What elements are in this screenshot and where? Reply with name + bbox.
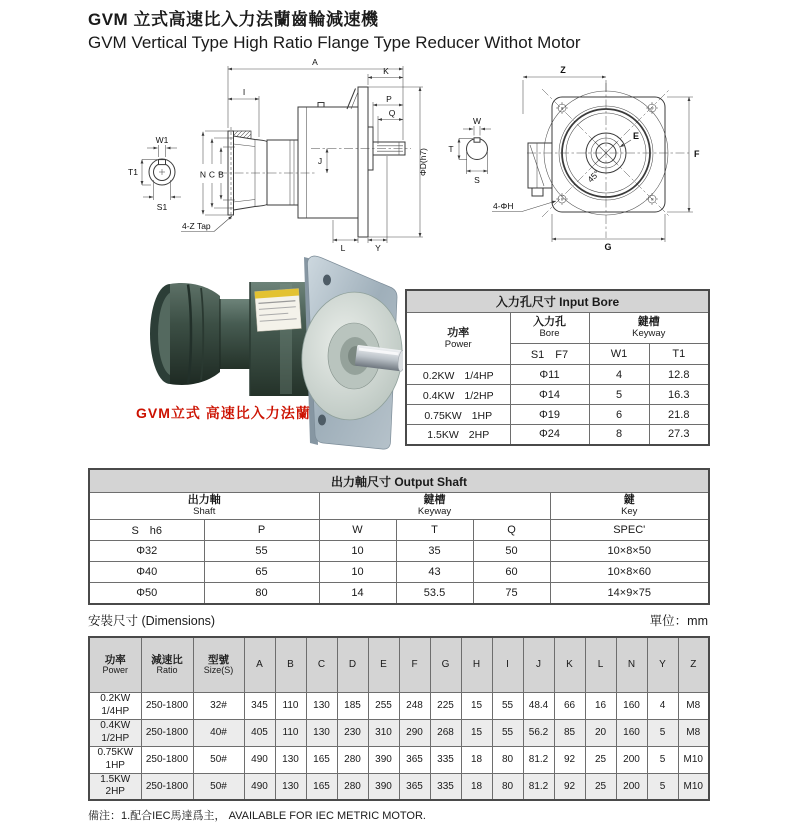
power-cell: 0.75KW 1HP [406,405,510,425]
col-header-bore-sub: S1 F7 [510,344,589,365]
power-cell: 1.5KW 2HP [89,773,141,800]
dim-col-header: Y [647,637,678,692]
dim-label-l: L [340,243,346,253]
dim-cell: M8 [678,719,709,746]
table-row [406,385,709,405]
dim-label-i: I [242,87,246,97]
shaft-cell: Φ32 [89,541,204,562]
col-header-spec: SPEC' [550,520,709,541]
bore-cell: Φ19 [510,405,589,425]
col-header-power: 功率 Power [406,313,510,365]
dim-label-a: A [312,57,318,67]
bore-cell: Φ14 [510,385,589,405]
col-header-w1: W1 [589,344,649,365]
dim-cell: 81.2 [523,773,554,800]
dim-cell: 5 [647,773,678,800]
keyway-notch [159,160,166,165]
col-header-ratio: 減速比 Ratio [141,637,193,692]
dim-label-t: T [448,144,454,154]
dim-label-s1: S1 [156,202,168,212]
dim-label-w: W [472,116,482,126]
dim-cell: 20 [585,719,616,746]
table-row [89,746,709,773]
bore-cell: Φ11 [510,365,589,385]
front-view-drawing [448,65,700,252]
t-cell: 53.5 [396,583,473,604]
table-row [406,405,709,425]
dim-cell: 55 [492,719,523,746]
table-row [89,692,709,719]
p-cell: 55 [204,541,319,562]
dim-label-n: N [199,169,207,180]
dimensions-table [88,636,710,801]
size-cell: 32# [193,692,244,719]
w1-cell: 8 [589,425,649,445]
dim-label-e: E [633,131,640,141]
spec-cell: 10×8×60 [550,562,709,583]
dim-cell: 345 [244,692,275,719]
t1-cell: 12.8 [649,365,709,385]
w-cell: 10 [319,562,396,583]
dim-cell: 80 [492,773,523,800]
t-cell: 35 [396,541,473,562]
nameplate [255,289,302,332]
dim-col-header: I [492,637,523,692]
dim-cell: 200 [616,746,647,773]
header-row [89,637,709,692]
power-cell: 0.4KW 1/2HP [89,719,141,746]
dim-cell: 4 [647,692,678,719]
table-row [89,562,709,583]
col-header-w: W [319,520,396,541]
table-row [406,425,709,445]
unit-label: 單位：mm [649,614,708,628]
col-header-shaft: 出力軸 Shaft [89,493,319,520]
w1-cell: 6 [589,405,649,425]
dim-cell: 280 [337,746,368,773]
dim-cell: 16 [585,692,616,719]
dim-label-p: P [386,94,392,104]
power-cell: 0.4KW 1/2HP [406,385,510,405]
ratio-cell: 250-1800 [141,746,193,773]
dim-cell: 290 [399,719,430,746]
dim-col-header: Z [678,637,709,692]
dim-col-header: K [554,637,585,692]
w1-cell: 4 [589,365,649,385]
dim-label-angle: 45° [585,168,602,185]
dim-cell: 405 [244,719,275,746]
dim-col-header: F [399,637,430,692]
dimensions-caption-row [88,611,708,629]
dim-cell: 130 [275,773,306,800]
spec-cell: 14×9×75 [550,583,709,604]
dim-cell: 25 [585,773,616,800]
dim-cell: 390 [368,746,399,773]
dim-col-header: G [430,637,461,692]
power-cell: 0.2KW 1/4HP [406,365,510,385]
dim-cell: 165 [306,746,337,773]
t-cell: 43 [396,562,473,583]
t1-cell: 27.3 [649,425,709,445]
dim-label-b: B [218,169,224,180]
dim-col-header: J [523,637,554,692]
table-row [406,365,709,385]
dim-label-tap: 4-Z Tap [182,221,211,231]
col-header-size: 型號 Size(S) [193,637,244,692]
dim-cell: 185 [337,692,368,719]
q-cell: 75 [473,583,550,604]
dim-cell: 365 [399,746,430,773]
dim-cell: 110 [275,719,306,746]
dim-cell: 268 [430,719,461,746]
power-cell: 0.2KW 1/4HP [89,692,141,719]
dim-cell: 130 [275,746,306,773]
dim-cell: 92 [554,773,585,800]
dim-cell: 230 [337,719,368,746]
dim-cell: 18 [461,746,492,773]
dim-col-header: N [616,637,647,692]
page-title-zh: GVM 立式高速比入力法蘭齒輪減速機 [88,10,379,29]
dim-cell: 255 [368,692,399,719]
dim-cell: 81.2 [523,746,554,773]
dim-label-w1: W1 [155,135,169,145]
dim-cell: 165 [306,773,337,800]
table-row [89,541,709,562]
side-view-drawing [128,57,428,253]
dim-label-c: C [208,169,216,180]
ratio-cell: 250-1800 [141,692,193,719]
shaft-cell: Φ40 [89,562,204,583]
dimensions-heading: 安裝尺寸 (Dimensions) [88,614,216,628]
t1-cell: 16.3 [649,385,709,405]
dim-cell: 5 [647,746,678,773]
dim-cell: 130 [306,692,337,719]
t1-cell: 21.8 [649,405,709,425]
dim-cell: M8 [678,692,709,719]
dim-cell: 48.4 [523,692,554,719]
dim-cell: 85 [554,719,585,746]
size-cell: 40# [193,719,244,746]
bore-cell: Φ24 [510,425,589,445]
dim-cell: 130 [306,719,337,746]
col-header-key: 鍵 Key [550,493,709,520]
dim-cell: 66 [554,692,585,719]
dim-cell: M10 [678,746,709,773]
power-cell: 0.75KW 1HP [89,746,141,773]
bolt-holes [556,102,658,205]
size-cell: 50# [193,746,244,773]
spec-cell: 10×8×50 [550,541,709,562]
w-cell: 10 [319,541,396,562]
col-header-keyway: 鍵槽 Keyway [589,313,709,344]
table-row [89,773,709,800]
dim-cell: 335 [430,746,461,773]
col-header-q: Q [473,520,550,541]
photo-caption: GVM立式 高速比入力法蘭 [136,405,311,421]
dim-cell: 110 [275,692,306,719]
dim-cell: 200 [616,773,647,800]
p-cell: 80 [204,583,319,604]
p-cell: 65 [204,562,319,583]
dim-cell: 25 [585,746,616,773]
dim-col-header: D [337,637,368,692]
dim-cell: 15 [461,719,492,746]
table-row [89,583,709,604]
col-header-power: 功率 Power [89,637,141,692]
input-bore-table [405,289,710,446]
dim-cell: 56.2 [523,719,554,746]
dim-cell: 55 [492,692,523,719]
w-cell: 14 [319,583,396,604]
dim-cell: 225 [430,692,461,719]
ratio-cell: 250-1800 [141,719,193,746]
dim-col-header: L [585,637,616,692]
dim-cell: 18 [461,773,492,800]
page-title-en: GVM Vertical Type High Ratio Flange Type Reducer Withot Motor [88,33,581,52]
dim-cell: 390 [368,773,399,800]
dim-cell: 5 [647,719,678,746]
dim-cell: 310 [368,719,399,746]
dim-label-holes: 4-ΦH [493,201,514,211]
dim-label-d: ΦD(h7) [418,147,428,177]
dim-label-q: Q [388,108,396,118]
table-title: 入力孔尺寸 Input Bore [406,290,709,313]
dim-cell: 365 [399,773,430,800]
q-cell: 60 [473,562,550,583]
table-row [89,719,709,746]
dim-cell: 490 [244,746,275,773]
dim-col-header: B [275,637,306,692]
dim-cell: M10 [678,773,709,800]
col-header-bore: 入力孔 Bore [510,313,589,344]
page-header [88,5,581,53]
dim-col-header: C [306,637,337,692]
col-header-p: P [204,520,319,541]
dim-cell: 15 [461,692,492,719]
col-header-t1: T1 [649,344,709,365]
footer-note: 備注：1.配合IEC馬達爲主， AVAILABLE FOR IEC METRIC MOTOR. [88,810,426,822]
dim-cell: 490 [244,773,275,800]
dim-label-y: Y [375,243,381,253]
power-cell: 1.5KW 2HP [406,425,510,445]
dim-col-header: E [368,637,399,692]
col-header-keyway: 鍵槽 Keyway [319,493,550,520]
ratio-cell: 250-1800 [141,773,193,800]
dim-label-j: J [317,156,323,166]
dim-cell: 160 [616,692,647,719]
dim-label-z: Z [560,65,566,75]
dim-label-s: S [474,175,480,185]
dim-label-g: G [604,242,612,252]
col-header-s: S h6 [89,520,204,541]
dim-cell: 160 [616,719,647,746]
keyway-notch [474,138,480,142]
w1-cell: 5 [589,385,649,405]
dim-label-f: F [694,149,700,159]
shaft-cell: Φ50 [89,583,204,604]
output-shaft-table [88,468,710,605]
size-cell: 50# [193,773,244,800]
dim-label-k: K [383,66,389,76]
dim-label-t1: T1 [128,167,138,177]
dim-col-header: H [461,637,492,692]
dim-cell: 248 [399,692,430,719]
col-header-t: T [396,520,473,541]
dim-cell: 280 [337,773,368,800]
dim-col-header: A [244,637,275,692]
dim-cell: 80 [492,746,523,773]
technical-drawings [85,52,710,255]
dim-cell: 92 [554,746,585,773]
dim-cell: 335 [430,773,461,800]
table-title: 出力軸尺寸 Output Shaft [89,469,709,493]
q-cell: 50 [473,541,550,562]
